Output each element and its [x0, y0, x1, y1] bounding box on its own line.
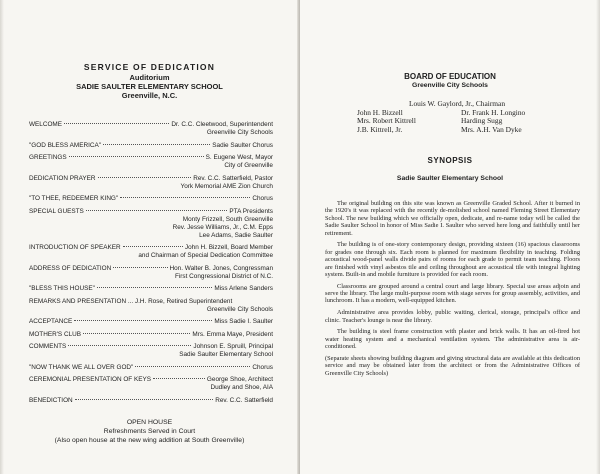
synopsis-paragraph: Classrooms are grouped around a central court and large library. Special use areas adjoin and serve the library. The large multi-purpose room with stage serves for group assembly, activities, and lunchroom. It has a modern, well-equipped kitchen.	[325, 282, 580, 305]
program-item-participant: Miss Sadie I. Saulter	[214, 318, 273, 325]
open-house-section	[0, 418, 299, 445]
program-item-label: COMMENTS	[29, 343, 67, 350]
program-item-detail: and Chairman of Special Dedication Committee	[138, 252, 273, 259]
program-item-detail: Monty Frizzell, South Greenville	[182, 215, 273, 223]
program-item-participant: Chorus	[252, 195, 273, 202]
service-title: SERVICE OF DEDICATION	[83, 62, 216, 72]
program-item-participant: John H. Bizzell, Board Member	[184, 244, 273, 251]
dot-leader	[97, 287, 213, 288]
dot-leader	[135, 366, 250, 367]
dot-leader	[103, 144, 210, 145]
synopsis-note: (Separate sheets showing building diagram and giving structural data are available at this dedication service and may be obtained later from the architect or from the Administrative Offices of Greenville City Schools)	[325, 354, 580, 377]
board-members-col2	[461, 109, 525, 135]
right-page	[300, 0, 600, 474]
program-item-participant: S. Eugene West, Mayor	[205, 154, 273, 161]
synopsis-paragraph: The original building on this site was known as Greenville Graded School. After it burned in the 1920's it was replaced with the recently de-molished school named Fleming Street Elementary School. The new building which we officially open, dedicate, and re-name today will be called the Sadie Saulter School in honor of Miss Sadie I. Saulter who served here long and faithfully until her retirement.	[325, 200, 580, 237]
program-item-detail: Lee Adams, Sadie Saulter	[199, 231, 273, 239]
program-item-label: "TO THEE, REDEEMER KING"	[29, 195, 119, 202]
dot-leader	[123, 246, 183, 247]
program-item	[29, 195, 273, 203]
program-item-participant: Dr. C.C. Cleetwood, Superintendent	[171, 121, 273, 128]
program-item-label: BENEDICTION	[29, 396, 73, 404]
board-members	[300, 99, 600, 134]
service-location: Auditorium	[129, 73, 170, 82]
program-item-label: GREETINGS	[29, 154, 67, 161]
school-name: SADIE SAULTER ELEMENTARY SCHOOL	[76, 82, 223, 91]
program-item	[29, 154, 273, 162]
program-item	[29, 298, 273, 306]
dot-leader	[69, 156, 204, 157]
left-page	[0, 0, 299, 474]
program-item-detail: Greenville City Schools	[206, 129, 273, 136]
open-house-refreshments: Refreshments Served in Court	[103, 428, 196, 435]
synopsis-paragraph: The building is of one-story contemporary design, providing sixteen (16) spacious classrooms for grades one through six. Each room is planned for maximum flexibility in teaching. Folding acoustical wood-panel walls divide pairs of rooms for each grade to permit team teaching. Floors are finished with vinyl asbestos tile and ceiling throughout are acoustical tile with integral lighting system. Built-in and mobile furniture is provided for each room.	[325, 241, 580, 278]
program-item-participant: PTA Presidents	[229, 207, 273, 215]
program-item-detail: Rev. Jesse Williams, Jr., C.M. Epps	[172, 223, 273, 231]
dot-leader	[75, 399, 214, 400]
program-item	[29, 331, 273, 339]
program-item-label: ACCEPTANCE	[29, 318, 73, 325]
program-item-participant: George Shoe, Architect	[206, 376, 273, 383]
dot-leader	[74, 320, 212, 321]
synopsis-paragraph: The building is steel frame construction with plaster and brick walls. It has an oil-fired hot water heating system and a mechanical ventilation system. The administrative area is air-conditioned.	[325, 328, 580, 351]
program-item	[29, 244, 273, 252]
dot-leader	[153, 378, 205, 379]
program-item	[29, 121, 273, 129]
dot-leader	[113, 267, 167, 268]
synopsis-paragraph: Administrative area provides lobby, public waiting, clerical, storage, principal's office and clinic. Teacher's lounge is near the library.	[325, 309, 580, 324]
program-item-label: "BLESS THIS HOUSE"	[29, 285, 95, 292]
program-spacer	[29, 405, 273, 410]
board-title: BOARD OF EDUCATION	[404, 72, 496, 81]
program-item-detail: Sadie Saulter Elementary School	[179, 351, 273, 358]
program-item-participant: Rev. C.C. Satterfield	[215, 396, 273, 404]
program-item-detail: York Memorial AME Zion Church	[180, 182, 273, 190]
program-item-detail: First Congressional District of N.C.	[174, 272, 273, 280]
program-item-label: "NOW THANK WE ALL OVER GOD"	[29, 363, 134, 371]
program-item-label: MOTHER'S CLUB	[29, 330, 81, 338]
program-item-participant: Hon. Walter B. Jones, Congressman	[169, 264, 273, 272]
program-item	[29, 364, 273, 372]
program-item	[29, 285, 273, 293]
program-item-label: INTRODUCTION OF SPEAKER	[29, 244, 121, 251]
program-item	[29, 397, 273, 405]
synopsis-title: SYNOPSIS	[427, 156, 473, 165]
dot-leader	[98, 177, 192, 178]
board-chairman: Louis W. Gaylord, Jr., Chairman	[408, 99, 506, 108]
program-item-label: ADDRESS OF DEDICATION	[29, 264, 112, 272]
program-item	[29, 265, 273, 273]
board-member: Mrs. A.H. Van Dyke	[461, 124, 522, 134]
program-item	[29, 343, 273, 351]
synopsis-body	[325, 200, 580, 381]
program-item-participant: Johnson E. Spruill, Principal	[193, 343, 273, 350]
city-name: Greenville, N.C.	[121, 91, 178, 100]
board-member: Harding Sugg	[461, 116, 503, 125]
program-item	[29, 376, 273, 384]
program-item	[29, 208, 273, 216]
dot-leader	[86, 210, 228, 211]
board-members-col1	[357, 109, 416, 135]
dot-leader	[64, 123, 169, 124]
dot-leader	[68, 345, 191, 346]
program-item-label: REMARKS AND PRESENTATION ... J.H. Rose, Retired Superintendent	[29, 297, 233, 305]
program-item-participant: Miss Arlene Sanders	[214, 285, 273, 292]
program-item	[29, 175, 273, 183]
program-item-detail: Dudley and Shoe, AIA	[210, 384, 273, 391]
synopsis-subtitle: Sadie Saulter Elementary School	[396, 175, 504, 182]
program-item-detail: Greenville City Schools	[206, 305, 273, 313]
open-house-note: (Also open house at the new wing addition at South Greenville)	[54, 437, 245, 444]
board-member: John H. Bizzell	[357, 107, 403, 117]
open-house-title: OPEN HOUSE	[126, 419, 173, 426]
program-item-label: WELCOME	[29, 121, 63, 128]
board-member: Mrs. Robert Kittrell	[357, 116, 416, 125]
program-item-label: CEREMONIAL PRESENTATION OF KEYS	[29, 376, 152, 383]
board-subtitle: Greenville City Schools	[412, 82, 488, 89]
program-item-participant: Chorus	[252, 363, 273, 371]
program-item-participant: Sadie Saulter Chorus	[212, 141, 273, 149]
program-item-label: "GOD BLESS AMERICA"	[29, 141, 102, 149]
dot-leader	[83, 333, 190, 334]
program-list	[29, 121, 273, 409]
dot-leader	[120, 197, 250, 198]
program-item-label: SPECIAL GUESTS	[29, 207, 84, 215]
program-item-detail: City of Greenville	[224, 162, 273, 169]
board-member: Dr. Frank H. Longino	[461, 107, 526, 117]
program-item	[29, 142, 273, 150]
program-item-label: DEDICATION PRAYER	[29, 174, 96, 182]
program-item	[29, 318, 273, 326]
program-item-participant: Rev. C.C. Satterfield, Pastor	[193, 174, 273, 182]
program-item-participant: Mrs. Emma Maye, President	[192, 330, 273, 338]
board-member: J.B. Kittrell, Jr.	[357, 124, 403, 134]
